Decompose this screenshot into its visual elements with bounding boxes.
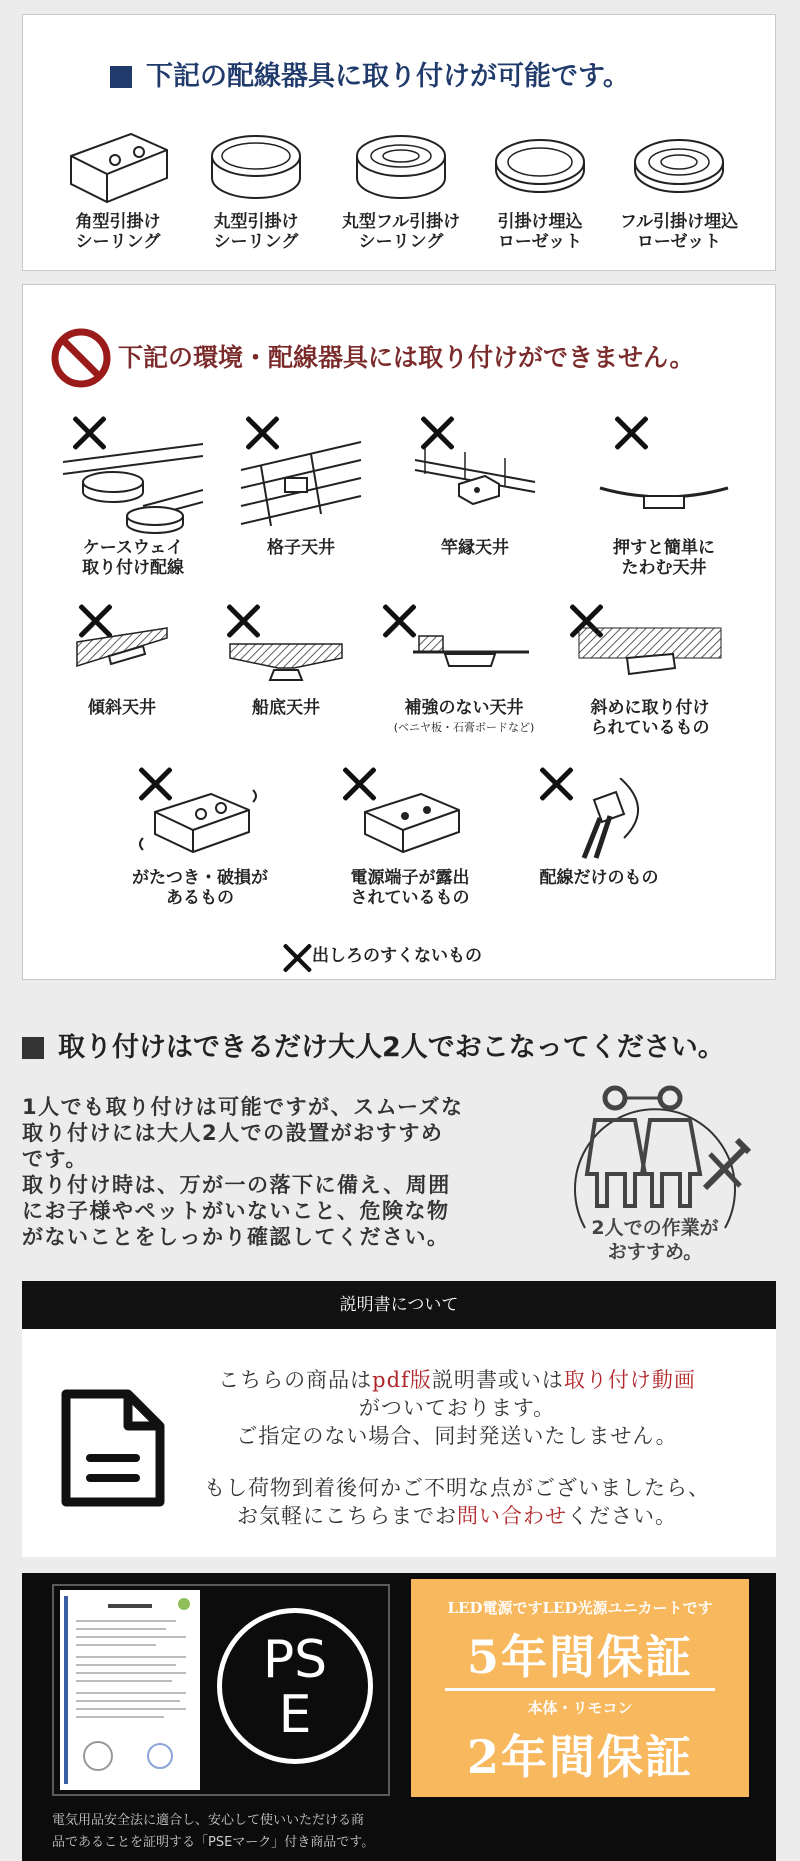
warranty-line-1: LED電源ですLED光源ユニカートです	[447, 1599, 713, 1617]
two-people-badge: 2人での作業が おすすめ。	[591, 1217, 719, 1263]
ng-item-wire-only: 配線だけのもの	[514, 778, 684, 888]
ng-item-exposed-terminal: 電源端子が露出 されているもの	[320, 778, 500, 908]
pse-mark: PS E	[217, 1608, 373, 1764]
ng-item-damaged: がたつき・破損が あるもの	[120, 778, 280, 908]
prohibited-icon	[50, 327, 112, 389]
ng-item-sloped-ceiling: 傾斜天井	[52, 614, 192, 718]
ng-item-lattice-ceiling: 格子天井	[226, 430, 376, 558]
ng-item-batten-ceiling: 竿縁天井	[400, 430, 550, 558]
compatible-title: 下記の配線器具に取り付けが可能です。	[110, 54, 630, 93]
warranty-divider	[445, 1688, 715, 1691]
compatible-item-round-full-ceiling: 丸型フル引掛け シーリング	[326, 126, 476, 252]
sloped-ceiling-icon	[67, 614, 177, 694]
warranty-two-year: 2年間保証	[466, 1730, 693, 1784]
ng-item-tilted-install: 斜めに取り付け られているもの	[570, 614, 730, 738]
compatible-item-square-ceiling: 角型引掛け シーリング	[58, 126, 178, 252]
full-embedded-rosette-icon	[624, 126, 734, 208]
ng-item-short-overhang: 出しろのすくないもの	[312, 946, 482, 966]
batten-ceiling-icon	[405, 430, 545, 534]
bullet-square-icon	[110, 66, 132, 88]
unreinforced-ceiling-icon	[399, 614, 529, 694]
compatible-item-round-ceiling: 丸型引掛け シーリング	[196, 126, 316, 252]
manual-header: 説明書について	[22, 1281, 776, 1329]
ng-item-ship-bottom-ceiling: 船底天井	[216, 614, 356, 718]
ship-bottom-ceiling-icon	[226, 614, 346, 694]
ng-item-flexible-ceiling: 押すと簡単に たわむ天井	[584, 430, 744, 578]
embedded-rosette-icon	[485, 126, 595, 208]
round-full-ceiling-icon	[346, 126, 456, 208]
square-ceiling-icon	[63, 126, 173, 208]
manual-line-2: がついております。	[358, 1396, 556, 1420]
certificate-document-image	[60, 1590, 200, 1790]
wire-only-icon	[534, 778, 664, 864]
ng-item-caseway: ケースウェイ 取り付け配線	[58, 430, 208, 578]
manual-line-3: ご指定のない場合、同封発送いたしません。	[236, 1424, 678, 1448]
bullet-square-icon	[22, 1037, 44, 1059]
warranty-five-year: 5年間保証	[466, 1630, 693, 1684]
ng-item-unreinforced-ceiling: 補強のない天井 (ベニヤ板・石膏ボードなど)	[384, 614, 544, 738]
contact-link[interactable]: 問い合わせ	[457, 1504, 567, 1528]
warranty-line-3: 本体・リモコン	[527, 1699, 633, 1717]
compatible-item-full-embedded-rosette: フル引掛け埋込 ローゼット	[604, 126, 754, 252]
manual-line-5: お気軽にこちらまでお問い合わせください。	[237, 1504, 677, 1528]
manual-line-4: もし荷物到着後何かご不明な点がございましたら、	[204, 1476, 710, 1500]
caseway-wiring-icon	[63, 430, 203, 534]
damaged-fitting-icon	[135, 778, 265, 864]
ng-mark-icon	[281, 942, 313, 974]
two-people-text: 1人でも取り付けは可能ですが、スムーズな 取り付けには大人2人での設置がおすすめ です。 取り付け時は、万が一の落下に備え、周囲 にお子様やペットがいないこと、危険な物 がないことをしっかり確認してください。	[22, 1095, 464, 1249]
two-people-title: 取り付けはできるだけ大人2人でおこなってください。	[22, 1025, 725, 1064]
incompatible-title: 下記の環境・配線器具には取り付けができません。	[118, 343, 695, 372]
exposed-terminal-icon	[345, 778, 475, 864]
warranty-panel	[411, 1579, 749, 1797]
flexible-ceiling-icon	[594, 430, 734, 534]
tilted-install-icon	[575, 614, 725, 694]
pse-note: 電気用品安全法に適合し、安心して使いいただける商 品であることを証明する「PSEマーク」付き商品です。	[52, 1813, 375, 1850]
document-icon	[58, 1386, 168, 1510]
lattice-ceiling-icon	[231, 430, 371, 534]
manual-line-1: こちらの商品はpdf版説明書或いは取り付け動画	[218, 1368, 696, 1392]
compatible-item-embedded-rosette: 引掛け埋込 ローゼット	[480, 126, 600, 252]
round-ceiling-icon	[201, 126, 311, 208]
